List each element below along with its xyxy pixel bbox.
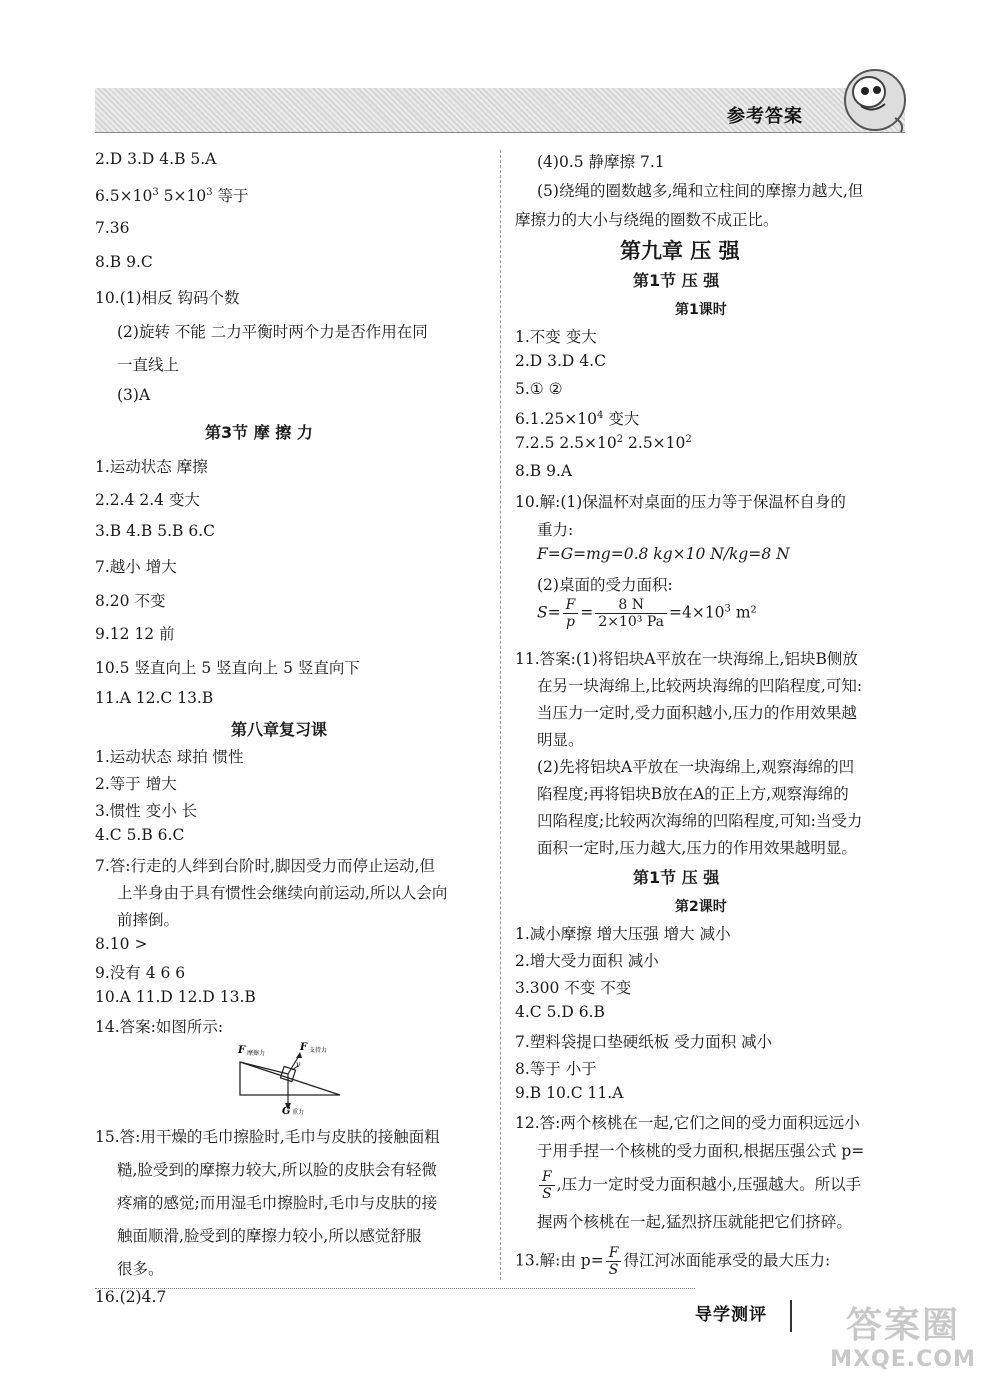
- force-diagram: [230, 1040, 360, 1115]
- answer-line: 2.D 3.D 4.B 5.A: [95, 150, 217, 168]
- answer-line: 9.没有 4 6 6: [95, 964, 186, 982]
- answer-line: 7.36: [95, 219, 130, 237]
- answer-line: 1.减小摩擦 增大压强 增大 减小: [515, 925, 731, 943]
- footer-divider: [790, 1300, 792, 1332]
- answer-line: 12.答:两个核桃在一起,它们之间的受力面积远远小: [515, 1114, 860, 1132]
- answer-line: 16.(2)4.7: [95, 1288, 167, 1306]
- answer-line: 5.① ②: [515, 380, 563, 398]
- answer-line: 9.12 12 前: [95, 625, 175, 643]
- answer-line: (5)绕绳的圈数越多,绳和立柱间的摩擦力越大,但: [537, 182, 864, 200]
- answer-line: (2)先将铝块A平放在一块海绵上,观察海绵的凹: [537, 758, 855, 776]
- answer-line: 上半身由于具有惯性会继续向前运动,所以人会向: [117, 884, 448, 902]
- svg-text:F: F: [300, 1042, 308, 1053]
- mascot-icon: [835, 58, 915, 138]
- answer-line: 3.惯性 变小 长: [95, 802, 198, 820]
- answer-line: 疼痛的感觉;而用湿毛巾擦脸时,毛巾与皮肤的接: [117, 1194, 438, 1212]
- chapter-heading: 第九章 压 强: [620, 239, 740, 263]
- answer-line: 7.答:行走的人绊到台阶时,脚因受力而停止运动,但: [95, 857, 435, 875]
- svg-text:F: F: [238, 1045, 246, 1056]
- answer-line: 很多。: [117, 1260, 164, 1278]
- answer-line: (3)A: [117, 386, 151, 404]
- answer-line: 10.解:(1)保温杯对桌面的压力等于保温杯自身的: [515, 493, 846, 511]
- answer-line: 面积一定时,压力越大,压力的作用效果越明显。: [537, 839, 857, 857]
- answer-line: 重力:: [537, 521, 574, 539]
- answer-line: $6.1.25\times 10^4$ 变大: [515, 409, 640, 428]
- footer-brand: 导学测评: [695, 1305, 767, 1325]
- section-heading: 第1节 压 强: [633, 271, 720, 290]
- answer-line: 11.答案:(1)将铝块A平放在一块海绵上,铝块B侧放: [515, 650, 858, 668]
- answer-line: 10.5 竖直向上 5 竖直向上 5 竖直向下: [95, 659, 360, 677]
- answer-line: 8.等于 小于: [515, 1060, 597, 1078]
- answer-line: 11.A 12.C 13.B: [95, 689, 214, 707]
- svg-text:G: G: [282, 1106, 291, 1115]
- svg-text:支持力: 支持力: [309, 1047, 328, 1054]
- answer-line: 于用手捏一个核桃的受力面积,根据压强公式 p=: [537, 1142, 865, 1160]
- answer-line: 陷程度;再将铝块B放在A的正上方,观察海绵的: [537, 785, 849, 803]
- answer-line: (2)桌面的受力面积:: [537, 576, 673, 594]
- answer-line: 4.C 5.B 6.C: [95, 826, 185, 844]
- answer-line: 10.(1)相反 钩码个数: [95, 289, 240, 307]
- answer-line: (2)旋转 不能 二力平衡时两个力是否作用在同: [117, 323, 428, 341]
- section-heading: 第3节 摩 擦 力: [205, 423, 313, 442]
- answer-line: 握两个核桃在一起,猛烈挤压就能把它们挤碎。: [537, 1213, 852, 1231]
- answer-line: 8.B 9.A: [515, 462, 573, 480]
- svg-text:摩擦力: 摩擦力: [247, 1050, 266, 1057]
- answer-line: 7.2.5 $2.5\times 10^2$ $2.5\times 10^2$: [515, 434, 692, 453]
- section-heading: 第1节 压 强: [633, 868, 720, 887]
- page-header-title: 参考答案: [727, 106, 803, 127]
- formula-line: F=G=mg=0.8 kg×10 N/kg=8 N: [537, 545, 790, 563]
- answer-line: 触面顺滑,脸受到的摩擦力较小,所以感觉舒服: [117, 1227, 422, 1245]
- answer-line: 8.20 不变: [95, 592, 166, 610]
- answer-line: 前摔倒。: [117, 911, 180, 929]
- answer-line: 7.塑料袋提口垫硬纸板 受力面积 减小: [515, 1033, 773, 1051]
- formula-line: S= $\frac{F}{p}$ = $\frac{8 N}{\text{2×10³ Pa}}$ $=4\times 10^3$ m²: [537, 597, 757, 630]
- svg-text:重力: 重力: [292, 1109, 305, 1115]
- answer-line: 9.B 10.C 11.A: [515, 1084, 624, 1102]
- answer-line: 2.D 3.D 4.C: [515, 352, 606, 370]
- answer-line: 13.解:由 p= $\frac{F}{S}$ 得江河冰面能承受的最大压力:: [515, 1245, 831, 1278]
- lesson-heading: 第1课时: [675, 302, 727, 318]
- answer-line: 1.运动状态 摩擦: [95, 458, 208, 476]
- lesson-heading: 第2课时: [675, 899, 727, 915]
- answer-line: 7.越小 增大: [95, 558, 177, 576]
- answer-line: 2.2.4 2.4 变大: [95, 491, 200, 509]
- section-heading: 第八章复习课: [231, 720, 328, 739]
- answer-line: 14.答案:如图所示:: [95, 1018, 224, 1036]
- answer-line: 1.不变 变大: [515, 328, 597, 346]
- answer-line: 15.答:用干燥的毛巾擦脸时,毛巾与皮肤的接触面粗: [95, 1128, 440, 1146]
- answer-line: 10.A 11.D 12.D 13.B: [95, 988, 256, 1006]
- answer-line: 糙,脸受到的摩擦力较大,所以脸的皮肤会有轻微: [117, 1161, 437, 1179]
- answer-line: 明显。: [537, 731, 584, 749]
- answer-line: 2.等于 增大: [95, 775, 177, 793]
- answer-line: 3.B 4.B 5.B 6.C: [95, 522, 215, 540]
- footer-rule: [95, 1288, 695, 1289]
- answer-line: 3.300 不变 不变: [515, 979, 632, 997]
- column-divider: [500, 150, 501, 1280]
- svg-text:v: v: [296, 1060, 301, 1069]
- answer-line: 4.C 5.D 6.B: [515, 1003, 605, 1021]
- answer-line: $\frac{F}{S}$ ,压力一定时受力面积越小,压强越大。所以手: [537, 1169, 861, 1202]
- answer-line: 8.10 >: [95, 935, 148, 953]
- answer-line: 当压力一定时,受力面积越小,压力的作用效果越: [537, 704, 857, 722]
- answer-line: $6.5\times 10^3$ $5\times 10^3$ 等于: [95, 186, 249, 205]
- answer-line: 1.运动状态 球拍 惯性: [95, 748, 244, 766]
- watermark: 答案圈 MXQE.COM: [830, 1305, 976, 1372]
- answer-line: 凹陷程度;比较两次海绵的凹陷程度,可知:当受力: [537, 812, 863, 830]
- answer-line: 在另一块海绵上,比较两块海绵的凹陷程度,可知:: [537, 677, 863, 695]
- answer-line: 8.B 9.C: [95, 253, 153, 271]
- answer-line: 摩擦力的大小与绕绳的圈数不成正比。: [515, 211, 779, 229]
- answer-line: 2.增大受力面积 减小: [515, 952, 659, 970]
- answer-line: (4)0.5 静摩擦 7.1: [537, 153, 665, 171]
- answer-line: 一直线上: [117, 356, 180, 374]
